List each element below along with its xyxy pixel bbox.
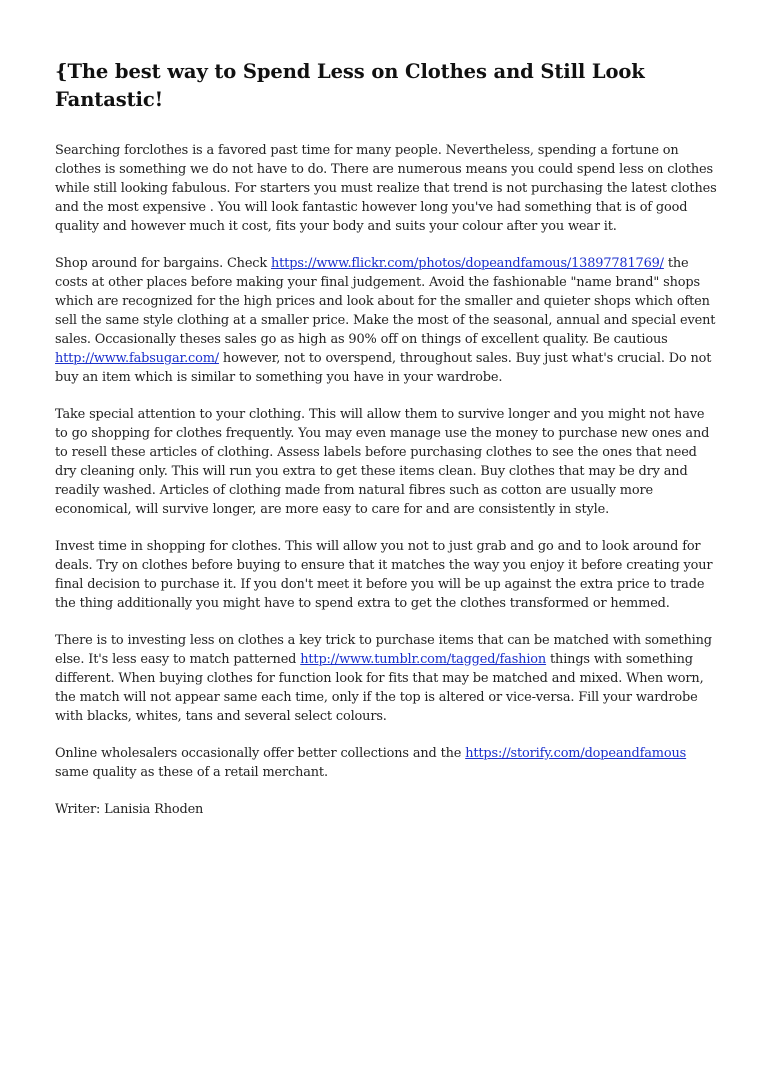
paragraph-bargains	[55, 254, 717, 387]
paragraph-text: Online wholesalers occasionally offer better collections and the	[55, 746, 466, 761]
tumblr-link[interactable]: http://www.tumblr.com/tagged/fashion	[300, 652, 547, 667]
paragraph-intro: Searching forclothes is a favored past time for many people. Nevertheless, spending a fortune on clothes is something we do not have to do. There are numerous means you could spend less on clothes while still looking fabulous. For starters you must realize that trend is not purchasing the latest clothes and the most expensive . You will look fantastic however long you've had something that is of good quality and however much it cost, fits your body and suits your colour after you wear it.	[55, 143, 717, 234]
paragraph-text: There is to investing less on clothes a key trick to purchase items that can be matched with something else. It's less easy to match patterned	[55, 633, 712, 667]
document-page	[55, 58, 717, 837]
fabsugar-link[interactable]: http://www.fabsugar.com/	[55, 351, 219, 366]
paragraph-text: however, not to overspend, throughout sales. Buy just what's crucial. Do not buy an item which is similar to something you have in your wardrobe.	[55, 351, 712, 385]
document-title: {The best way to Spend Less on Clothes and Still Look Fantastic!	[55, 60, 645, 111]
paragraph-invest-time: Invest time in shopping for clothes. This will allow you not to just grab and go and to look around for deals. Try on clothes before buying to ensure that it matches the way you enjoy it before creating your final decision to purchase it. If you don't meet it before you will be up against the extra price to trade the thing additionally you might have to spend extra to get the clothes transformed or hemmed.	[55, 539, 713, 611]
paragraph-text: Shop around for bargains. Check	[55, 256, 271, 271]
paragraph-wholesalers	[55, 744, 717, 782]
flickr-link[interactable]: https://www.flickr.com/photos/dopeandfamous/13897781769/	[271, 256, 664, 271]
paragraph-matching	[55, 631, 717, 726]
paragraph-clothing-care: Take special attention to your clothing. This will allow them to survive longer and you might not have to go shopping for clothes frequently. You may even manage use the money to purchase new ones and to resell these articles of clothing. Assess labels before purchasing clothes to see the ones that need dry cleaning only. This will run you extra to get these items clean. Buy clothes that may be dry and readily washed. Articles of clothing made from natural fibres such as cotton are usually more economical, will survive longer, are more easy to care for and are consistently in style.	[55, 407, 710, 517]
paragraph-text: the costs at other places before making your final judgement. Avoid the fashionable "name brand" shops which are recognized for the high prices and look about for the smaller and quieter shops which often sell the same style clothing at a smaller price. Make the most of the seasonal, annual and special event sales. Occasionally theses sales go as high as 90% off on things of excellent quality. Be cautious	[55, 256, 716, 347]
paragraph-text: things with something different. When buying clothes for function look for fits that may be matched and mixed. When worn, the match will not appear same each time, only if the top is altered or vice-versa. Fill your wardrobe with blacks, whites, tans and several select colours.	[55, 652, 704, 724]
storify-link[interactable]: https://storify.com/dopeandfamous	[465, 746, 687, 761]
paragraph-text: same quality as these of a retail merchant.	[55, 765, 328, 780]
writer-credit: Writer: Lanisia Rhoden	[55, 802, 204, 817]
